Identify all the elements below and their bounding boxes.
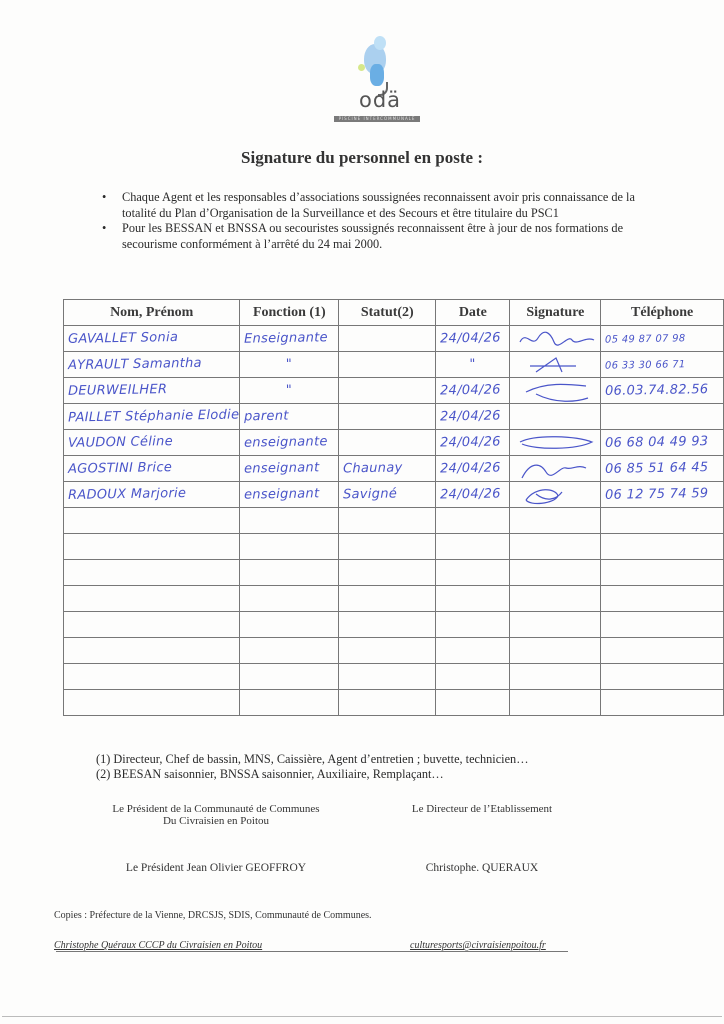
statement-item bbox=[100, 221, 660, 252]
cell-name[interactable] bbox=[64, 352, 240, 378]
table-row bbox=[64, 534, 724, 560]
cell-signature[interactable] bbox=[510, 586, 601, 612]
president-title-line-1: Le Président de la Communauté de Communes bbox=[112, 803, 320, 815]
cell-telephone[interactable] bbox=[601, 664, 724, 690]
cell-name[interactable] bbox=[64, 638, 240, 664]
cell-name-text: PAILLET Stéphanie Elodie bbox=[67, 407, 240, 426]
table-row bbox=[64, 664, 724, 690]
cell-fonction[interactable] bbox=[240, 456, 339, 482]
cell-date-text: " bbox=[469, 356, 477, 373]
cell-fonction[interactable] bbox=[240, 326, 339, 352]
cell-name[interactable] bbox=[64, 664, 240, 690]
cell-date-text: 24/04/26 bbox=[440, 408, 502, 425]
table-row bbox=[64, 482, 724, 508]
table-row bbox=[64, 638, 724, 664]
cell-telephone-text: 06 68 04 49 93 bbox=[605, 434, 709, 451]
cell-date[interactable] bbox=[436, 586, 510, 612]
cell-signature[interactable] bbox=[510, 664, 601, 690]
table-row bbox=[64, 508, 724, 534]
cell-fonction[interactable] bbox=[240, 586, 339, 612]
statement-list bbox=[100, 190, 660, 252]
cell-name[interactable] bbox=[64, 690, 240, 716]
cell-telephone[interactable] bbox=[601, 560, 724, 586]
oda-logo bbox=[330, 26, 430, 126]
cell-fonction[interactable] bbox=[240, 508, 339, 534]
table-row bbox=[64, 404, 724, 430]
cell-fonction[interactable] bbox=[240, 404, 339, 430]
cell-telephone-text: 05 49 87 07 98 bbox=[605, 333, 686, 346]
table-row bbox=[64, 560, 724, 586]
statement-text: Chaque Agent et les responsables d’associations soussignées reconnaissent avoir pris connaissance de la totalité du Plan d’Organisation de la Surveillance et des Secours et être titulaire du PSC1 bbox=[122, 190, 635, 220]
cell-date[interactable] bbox=[436, 690, 510, 716]
cell-name-text: AGOSTINI Brice bbox=[67, 460, 173, 477]
logo-brand: odä bbox=[358, 88, 402, 112]
cell-fonction-text: enseignant bbox=[244, 460, 320, 477]
table-header-row bbox=[64, 300, 724, 326]
logo-tagline: PISCINE INTERCOMMUNALE bbox=[334, 116, 420, 122]
header-name: Nom, Prénom bbox=[64, 300, 240, 326]
cell-telephone[interactable] bbox=[601, 378, 724, 404]
cell-telephone[interactable] bbox=[601, 456, 724, 482]
cell-telephone[interactable] bbox=[601, 690, 724, 716]
cell-signature[interactable] bbox=[510, 456, 601, 482]
cell-signature[interactable] bbox=[510, 612, 601, 638]
cell-telephone[interactable] bbox=[601, 326, 724, 352]
director-name: Christophe. QUERAUX bbox=[425, 862, 539, 874]
cell-fonction[interactable] bbox=[240, 690, 339, 716]
statement-item bbox=[100, 190, 660, 221]
cell-name[interactable] bbox=[64, 612, 240, 638]
cell-name[interactable] bbox=[64, 482, 240, 508]
cell-statut[interactable] bbox=[339, 534, 436, 560]
cell-statut[interactable] bbox=[339, 456, 436, 482]
cell-name-text: VAUDON Céline bbox=[67, 434, 174, 451]
cell-fonction[interactable] bbox=[240, 638, 339, 664]
footnote-2: (2) BEESAN saisonnier, BNSSA saisonnier, Auxiliaire, Remplaçant… bbox=[96, 767, 444, 781]
bullet-icon: • bbox=[102, 190, 107, 204]
cell-date[interactable] bbox=[436, 508, 510, 534]
statement-text: Pour les BESSAN et BNSSA ou secouristes soussignés reconnaissent être à jour de nos formations de secourisme conformément à l’arrêté du 24 mai 2000. bbox=[122, 221, 624, 251]
cell-signature[interactable] bbox=[510, 560, 601, 586]
cell-name[interactable] bbox=[64, 326, 240, 352]
cell-fonction[interactable] bbox=[240, 560, 339, 586]
cell-telephone[interactable] bbox=[601, 612, 724, 638]
bullet-icon: • bbox=[102, 221, 107, 236]
cell-date[interactable] bbox=[436, 482, 510, 508]
table-row bbox=[64, 378, 724, 404]
cell-name[interactable] bbox=[64, 378, 240, 404]
cell-statut[interactable] bbox=[339, 482, 436, 508]
cell-telephone-text: 06 33 30 66 71 bbox=[605, 359, 686, 372]
cell-statut[interactable] bbox=[339, 586, 436, 612]
signature-table bbox=[63, 299, 724, 716]
cell-name[interactable] bbox=[64, 586, 240, 612]
cell-telephone[interactable] bbox=[601, 534, 724, 560]
cell-telephone[interactable] bbox=[601, 430, 724, 456]
handwritten-signature bbox=[516, 432, 596, 454]
page-edge-divider bbox=[2, 1016, 722, 1017]
table-row bbox=[64, 612, 724, 638]
cell-name-text: RADOUX Marjorie bbox=[67, 485, 187, 503]
cell-statut[interactable] bbox=[339, 612, 436, 638]
cell-fonction[interactable] bbox=[240, 482, 339, 508]
cell-fonction[interactable] bbox=[240, 430, 339, 456]
cell-statut[interactable] bbox=[339, 378, 436, 404]
cell-statut[interactable] bbox=[339, 326, 436, 352]
footer-email-link[interactable]: culturesports@civraisienpoitou.fr bbox=[410, 940, 546, 951]
president-name: Le Président Jean Olivier GEOFFROY bbox=[125, 862, 307, 874]
cell-name[interactable] bbox=[64, 430, 240, 456]
cell-telephone[interactable] bbox=[601, 352, 724, 378]
cell-date[interactable] bbox=[436, 352, 510, 378]
logo-bubble-icon bbox=[374, 36, 386, 50]
cell-fonction-text: enseignant bbox=[244, 486, 320, 503]
cell-date[interactable] bbox=[436, 612, 510, 638]
cell-name-text: AYRAULT Samantha bbox=[67, 355, 203, 374]
cell-date-text: 24/04/26 bbox=[440, 382, 502, 399]
cell-fonction[interactable] bbox=[240, 664, 339, 690]
cell-name[interactable] bbox=[64, 508, 240, 534]
logo-dot-icon bbox=[358, 64, 365, 71]
cell-statut[interactable] bbox=[339, 352, 436, 378]
cell-signature[interactable] bbox=[510, 352, 601, 378]
cell-telephone[interactable] bbox=[601, 638, 724, 664]
header-fonction: Fonction (1) bbox=[240, 300, 339, 326]
cell-signature[interactable] bbox=[510, 326, 601, 352]
handwritten-signature bbox=[516, 380, 596, 402]
footnotes bbox=[96, 752, 529, 782]
cell-signature[interactable] bbox=[510, 690, 601, 716]
cell-fonction[interactable] bbox=[240, 378, 339, 404]
cell-fonction[interactable] bbox=[240, 612, 339, 638]
president-title bbox=[96, 803, 336, 827]
cell-name[interactable] bbox=[64, 456, 240, 482]
director-title: Le Directeur de l’Etablissement bbox=[411, 803, 553, 815]
table-row bbox=[64, 586, 724, 612]
table-row bbox=[64, 456, 724, 482]
table-row bbox=[64, 352, 724, 378]
cell-date-text: 24/04/26 bbox=[440, 460, 502, 477]
cell-statut[interactable] bbox=[339, 508, 436, 534]
cell-telephone[interactable] bbox=[601, 482, 724, 508]
cell-date-text: 24/04/26 bbox=[440, 330, 502, 347]
cell-fonction-text: enseignante bbox=[244, 434, 329, 451]
cell-date-text: 24/04/26 bbox=[440, 486, 502, 503]
header-telephone: Téléphone bbox=[601, 300, 724, 326]
president-title-line-2: Du Civraisien en Poitou bbox=[162, 815, 270, 827]
cell-date[interactable] bbox=[436, 430, 510, 456]
cell-signature[interactable] bbox=[510, 404, 601, 430]
cell-fonction[interactable] bbox=[240, 352, 339, 378]
cell-telephone[interactable] bbox=[601, 508, 724, 534]
cell-statut[interactable] bbox=[339, 404, 436, 430]
cell-statut[interactable] bbox=[339, 664, 436, 690]
cell-name[interactable] bbox=[64, 534, 240, 560]
footer-divider bbox=[56, 951, 568, 952]
cell-signature[interactable] bbox=[510, 482, 601, 508]
cell-signature[interactable] bbox=[510, 534, 601, 560]
cell-telephone[interactable] bbox=[601, 586, 724, 612]
cell-date[interactable] bbox=[436, 378, 510, 404]
cell-name-text: DEURWEILHER bbox=[67, 382, 168, 399]
handwritten-signature bbox=[516, 484, 596, 506]
cell-date[interactable] bbox=[436, 664, 510, 690]
cell-signature[interactable] bbox=[510, 638, 601, 664]
cell-date[interactable] bbox=[436, 638, 510, 664]
handwritten-signature bbox=[516, 328, 596, 350]
cell-statut[interactable] bbox=[339, 430, 436, 456]
cell-fonction-text: " bbox=[286, 356, 293, 373]
cell-signature[interactable] bbox=[510, 430, 601, 456]
table-row bbox=[64, 690, 724, 716]
header-statut: Statut(2) bbox=[339, 300, 436, 326]
footer-organization: Christophe Quéraux CCCP du Civraisien en Poitou bbox=[54, 940, 263, 951]
cell-fonction-text: Enseignante bbox=[244, 330, 329, 347]
cell-statut[interactable] bbox=[339, 638, 436, 664]
cell-date[interactable] bbox=[436, 534, 510, 560]
header-date: Date bbox=[436, 300, 510, 326]
table-row bbox=[64, 430, 724, 456]
cell-fonction[interactable] bbox=[240, 534, 339, 560]
cell-date-text: 24/04/26 bbox=[440, 434, 502, 451]
cell-signature[interactable] bbox=[510, 378, 601, 404]
cell-date[interactable] bbox=[436, 326, 510, 352]
cell-statut[interactable] bbox=[339, 690, 436, 716]
cell-fonction-text: " bbox=[286, 382, 293, 399]
page-title: Signature du personnel en poste : bbox=[241, 148, 483, 167]
cell-telephone-text: 06 85 51 64 45 bbox=[605, 460, 709, 477]
copies-line: Copies : Préfecture de la Vienne, DRCSJS, SDIS, Communauté de Communes. bbox=[54, 910, 372, 921]
header-signature: Signature bbox=[510, 300, 601, 326]
cell-date[interactable] bbox=[436, 404, 510, 430]
handwritten-signature bbox=[516, 354, 596, 376]
cell-telephone-text: 06.03.74.82.56 bbox=[605, 382, 709, 399]
cell-date[interactable] bbox=[436, 456, 510, 482]
cell-name[interactable] bbox=[64, 560, 240, 586]
table-row bbox=[64, 326, 724, 352]
cell-statut-text: Chaunay bbox=[343, 460, 404, 477]
cell-statut-text: Savigné bbox=[343, 486, 398, 503]
cell-statut[interactable] bbox=[339, 560, 436, 586]
cell-date[interactable] bbox=[436, 560, 510, 586]
cell-signature[interactable] bbox=[510, 508, 601, 534]
cell-name-text: GAVALLET Sonia bbox=[67, 330, 179, 347]
footnote-1: (1) Directeur, Chef de bassin, MNS, Caissière, Agent d’entretien ; buvette, technicien… bbox=[96, 752, 529, 766]
cell-telephone-text: 06 12 75 74 59 bbox=[605, 486, 709, 503]
cell-name[interactable] bbox=[64, 404, 240, 430]
cell-telephone[interactable] bbox=[601, 404, 724, 430]
cell-fonction-text: parent bbox=[244, 408, 290, 425]
handwritten-signature bbox=[516, 458, 596, 480]
